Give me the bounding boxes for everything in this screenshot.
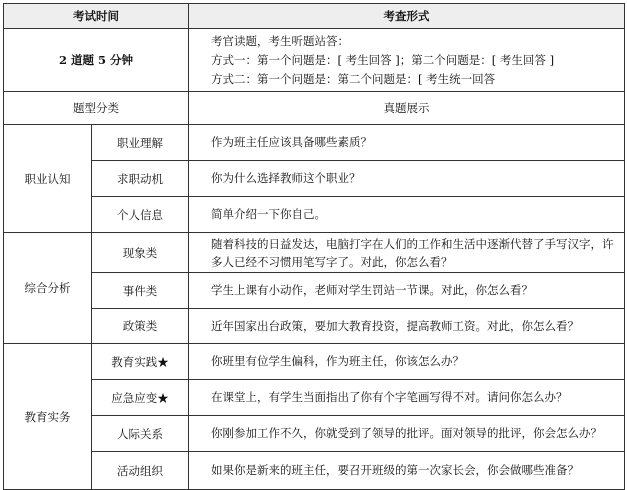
question-text: 你刚参加工作不久，你就受到了领导的批评。面对领导的批评，你会怎么办？ <box>189 416 625 452</box>
question-text: 随着科技的日益发达，电脑打字在人们的工作和生活中逐渐代替了手写汉字，许多人已经不习惯用笔写字了。对此，你怎么看？ <box>189 233 625 273</box>
form-line: 考官读题，考生听题站答： <box>211 33 349 48</box>
header-exam-form: 考查形式 <box>189 4 625 29</box>
question-text: 你班里有位学生偏科，作为班主任，你该怎么办？ <box>189 344 625 380</box>
table-header-row <box>4 4 625 29</box>
table-row <box>4 161 625 197</box>
table-row <box>4 416 625 452</box>
table-row <box>4 380 625 416</box>
exam-format-table <box>3 3 625 490</box>
exam-form-description <box>189 29 625 92</box>
subheader-row <box>4 92 625 125</box>
table-row <box>4 344 625 380</box>
type-label: 个人信息 <box>92 197 189 233</box>
form-line: 方式二：第一个问题是：第二个问题是：[ 考生统一回答 <box>211 71 496 86</box>
type-label: 教育实践★ <box>92 344 189 380</box>
question-text: 近年国家出台政策，要加大教育投资，提高教师工资。对此，你怎么看？ <box>189 309 625 344</box>
table-row <box>4 125 625 161</box>
type-label: 活动组织 <box>92 452 189 490</box>
intro-row <box>4 29 625 92</box>
question-text: 在课堂上，有学生当面指出了你有个字笔画写得不对。请问你怎么办？ <box>189 380 625 416</box>
table-row <box>4 273 625 309</box>
table-row <box>4 309 625 344</box>
table-row <box>4 197 625 233</box>
type-label: 职业理解 <box>92 125 189 161</box>
subheader-example: 真题展示 <box>189 92 625 125</box>
header-exam-time: 考试时间 <box>4 4 189 29</box>
question-text: 作为班主任应该具备哪些素质？ <box>189 125 625 161</box>
group-career-cognition: 职业认知 <box>4 125 92 233</box>
group-comprehensive-analysis: 综合分析 <box>4 233 92 344</box>
question-text: 你为什么选择教师这个职业？ <box>189 161 625 197</box>
type-label: 求职动机 <box>92 161 189 197</box>
table-row <box>4 233 625 273</box>
question-text: 简单介绍一下你自己。 <box>189 197 625 233</box>
type-label: 现象类 <box>92 233 189 273</box>
type-label: 应急应变★ <box>92 380 189 416</box>
group-education-practice: 教育实务 <box>4 344 92 490</box>
table-row <box>4 452 625 490</box>
subheader-question-type: 题型分类 <box>4 92 189 125</box>
type-label: 人际关系 <box>92 416 189 452</box>
form-line: 方式一：第一个问题是：[ 考生回答 ]；第二个问题是：[ 考生回答 ] <box>211 52 555 67</box>
type-label: 事件类 <box>92 273 189 309</box>
question-text: 如果你是新来的班主任，要召开班级的第一次家长会，你会做哪些准备？ <box>189 452 625 490</box>
type-label: 政策类 <box>92 309 189 344</box>
exam-time-value: 2 道题 5 分钟 <box>4 29 189 92</box>
question-text: 学生上课有小动作，老师对学生罚站一节课。对此，你怎么看？ <box>189 273 625 309</box>
